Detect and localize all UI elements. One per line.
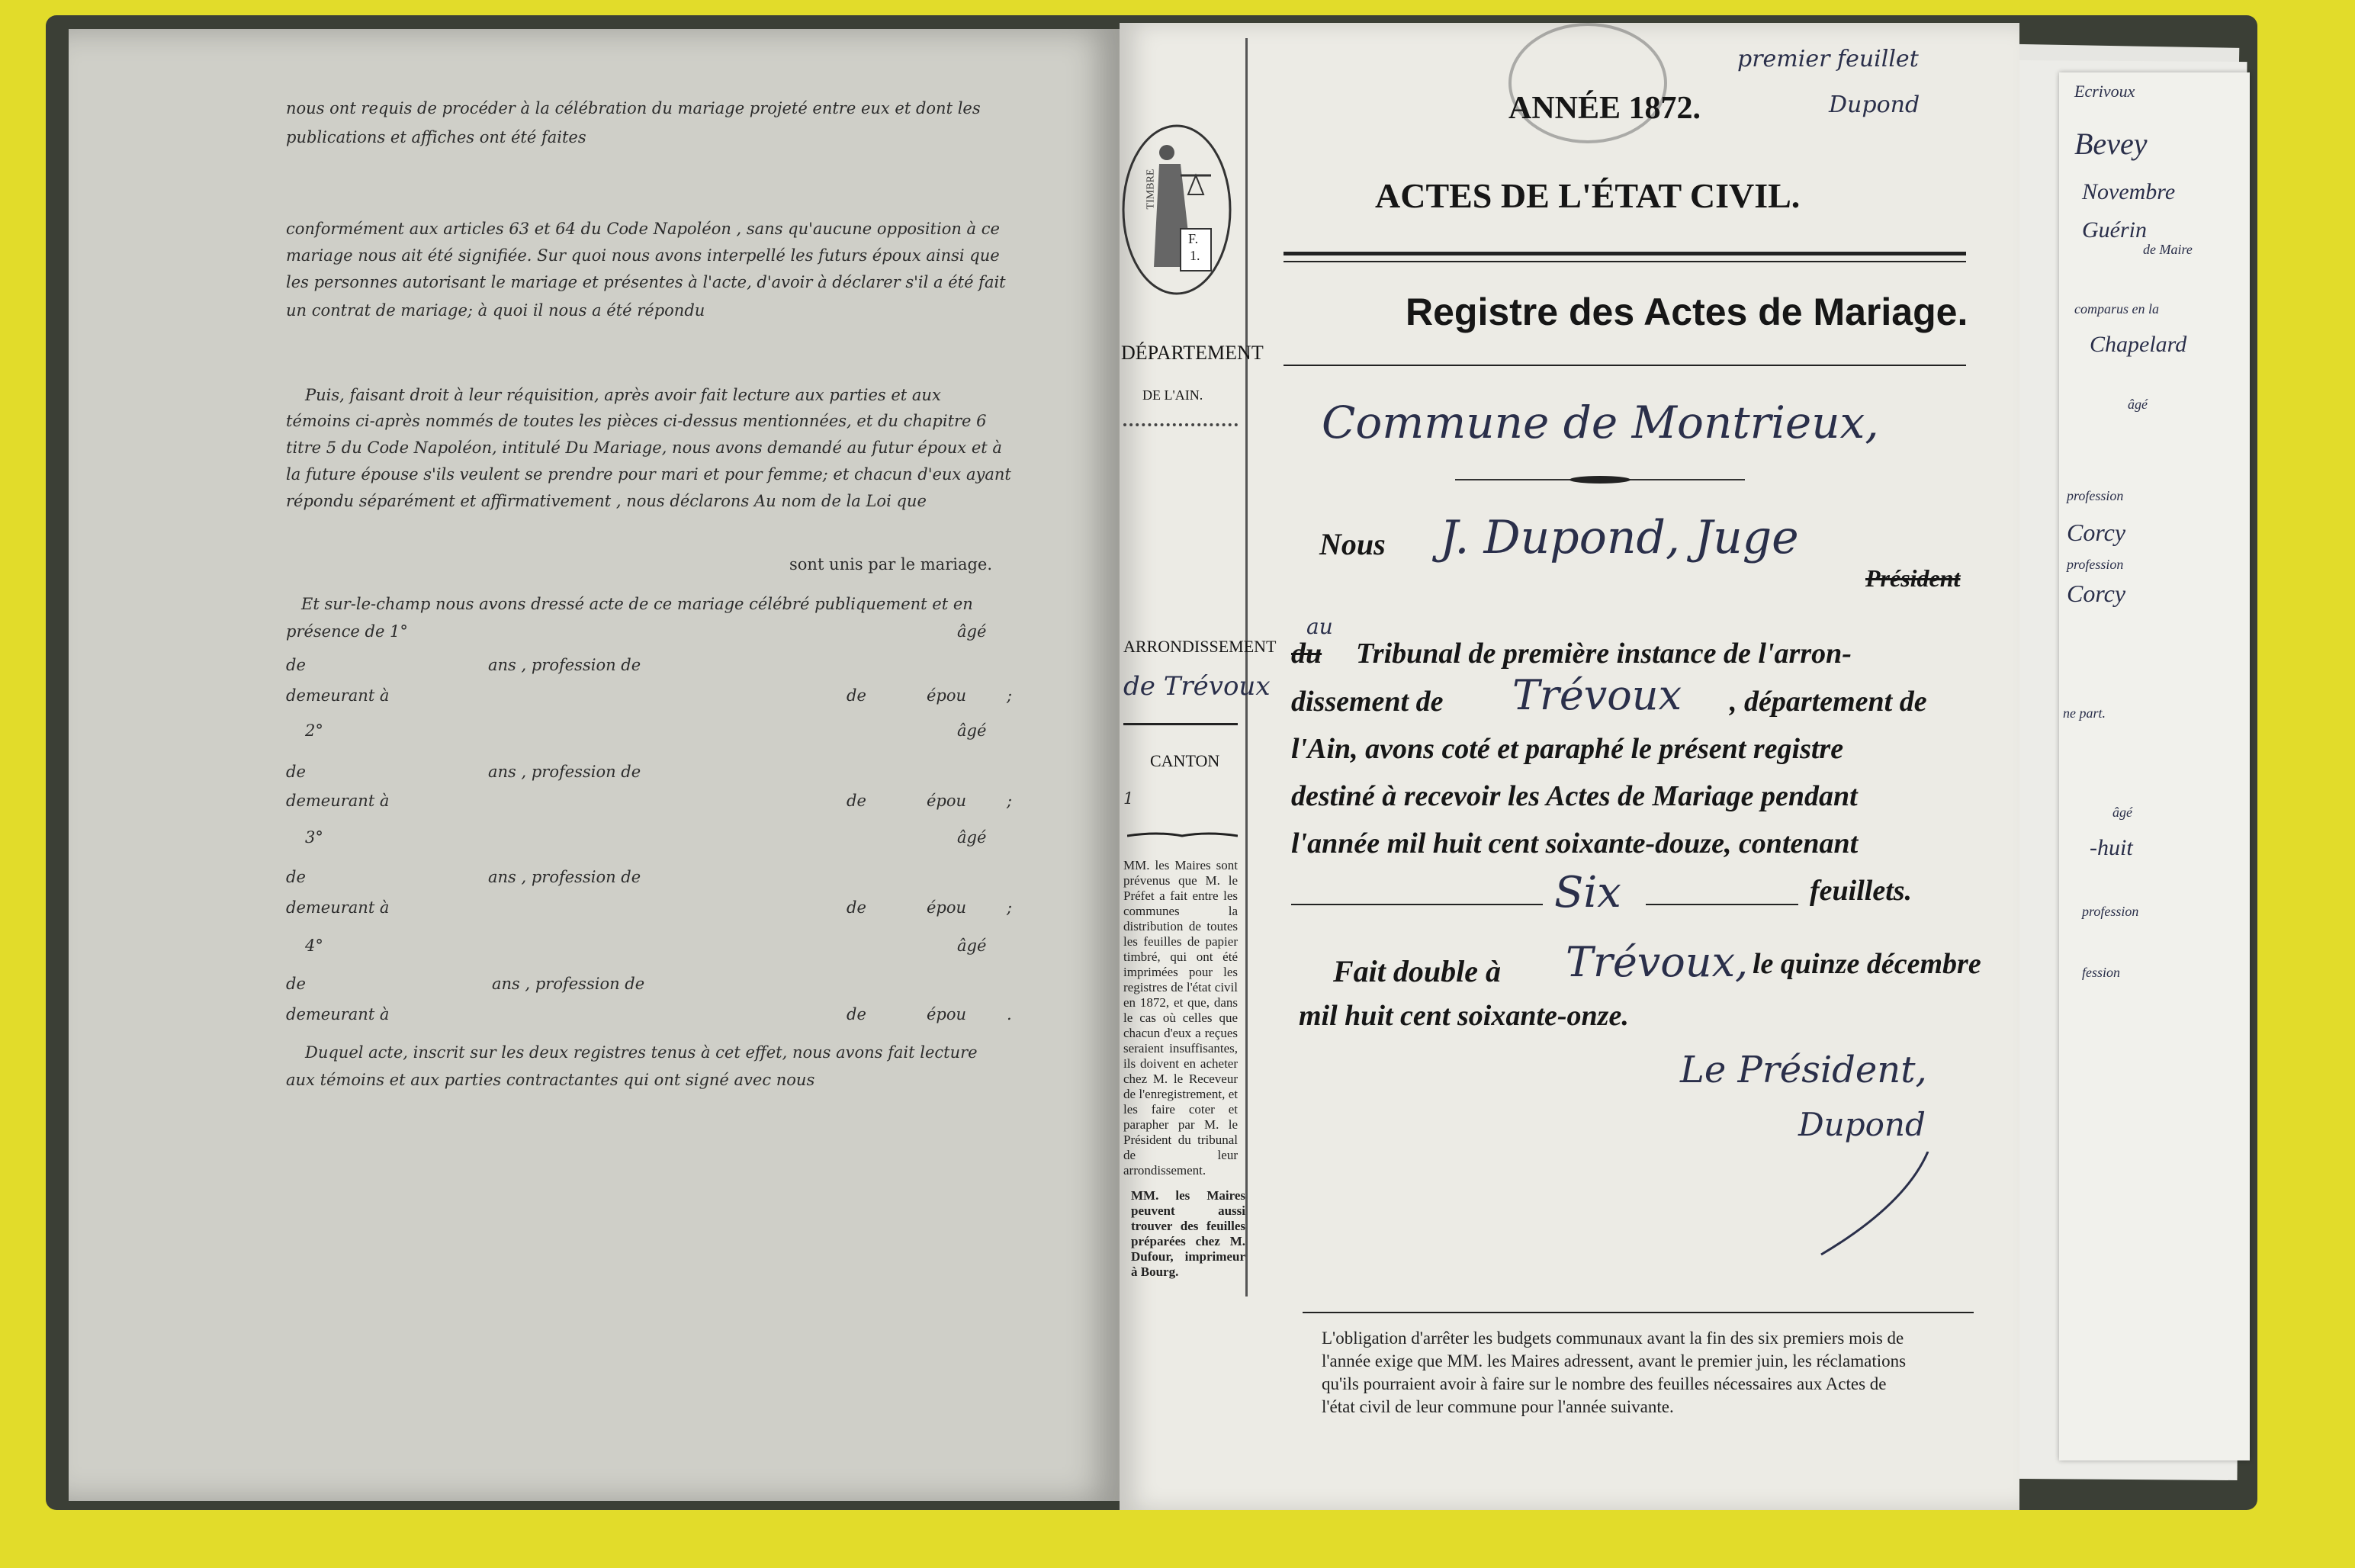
form-label: épou	[927, 792, 967, 810]
form-label: ans , profession de	[488, 868, 641, 886]
form-label: 4°	[305, 937, 323, 955]
form-label: âgé	[957, 828, 987, 847]
left-page	[69, 29, 1121, 1501]
text-line: nous ont requis de procéder à la célébration du mariage projeté entre eux et dont les	[286, 99, 981, 117]
stamp-f: F.	[1188, 231, 1199, 246]
president-struck: Président	[1865, 564, 1961, 592]
back-note: -huit	[2090, 835, 2133, 860]
form-label: demeurant à	[286, 898, 390, 917]
stamp-label: TIMBRE	[1145, 169, 1157, 210]
divider	[1284, 365, 1966, 366]
form-label: ans , profession de	[488, 763, 641, 781]
registre-title: Registre des Actes de Mariage.	[1406, 291, 1968, 333]
form-label: âgé	[957, 937, 987, 955]
back-note: âgé	[2128, 397, 2148, 412]
form-label: ans , profession de	[488, 656, 641, 674]
nous-handwriting: J. Dupond, Juge	[1440, 511, 1799, 564]
text-line: Puis, faisant droit à leur réquisition, après avoir fait lecture aux parties et aux	[305, 386, 941, 404]
back-note: ne part.	[2063, 705, 2106, 721]
divider	[1123, 423, 1238, 426]
year-heading: ANNÉE 1872.	[1508, 91, 1701, 126]
divider	[1303, 1312, 1974, 1313]
text-line: publications et affiches ont été faites	[286, 128, 586, 146]
fill-line	[1646, 904, 1798, 905]
footer-line: l'année exige que MM. les Maires adressent, avant le premier juin, les réclamations	[1322, 1351, 1907, 1370]
back-note: Guérin	[2082, 217, 2147, 243]
form-label: demeurant à	[286, 1005, 390, 1023]
sidebar-divider	[1245, 38, 1248, 1296]
actes-heading: ACTES DE L'ÉTAT CIVIL.	[1375, 176, 1801, 215]
form-label: épou	[927, 1005, 967, 1023]
form-label: de	[847, 792, 866, 810]
back-note: Novembre	[2082, 179, 2176, 204]
nous-label: Nous	[1319, 527, 1386, 561]
ornament	[1127, 824, 1238, 842]
text-line: le quinze décembre	[1753, 948, 1981, 980]
text-line: sont unis par le mariage.	[789, 555, 993, 574]
footer-line: l'état civil de leur commune pour l'année suivante.	[1322, 1397, 1674, 1416]
form-label: de	[286, 656, 306, 674]
text-line: Fait double à	[1333, 954, 1502, 988]
form-label: demeurant à	[286, 686, 390, 705]
footer-line: qu'ils pourraient avoir à faire sur le nombre des feuilles nécessaires aux Actes de	[1322, 1374, 1887, 1393]
text-line: aux témoins et aux parties contractantes qui ont signé avec nous	[286, 1071, 815, 1089]
text-line: la future épouse s'ils veulent se prendre pour mari et pour femme; et chacun d'eux ayant	[286, 465, 1011, 484]
back-note: de Maire	[2143, 242, 2193, 257]
form-label: de	[286, 763, 306, 781]
sidebar-departement: DÉPARTEMENT	[1121, 342, 1264, 364]
text-line: répondu séparément et affirmativement , nous déclarons Au nom de la Loi que	[286, 492, 927, 510]
back-note: fession	[2082, 965, 2121, 980]
back-note: comparus en la	[2074, 301, 2159, 316]
sidebar-de-lain: DE L'AIN.	[1142, 387, 1203, 403]
au-handwriting: au	[1306, 614, 1333, 639]
form-label: .	[1007, 1005, 1012, 1023]
trevoux-handwriting: Trévoux	[1512, 671, 1682, 719]
text-line: Et sur-le-champ nous avons dressé acte de ce mariage célébré publiquement et en	[301, 595, 973, 613]
divider	[1123, 723, 1238, 725]
sidebar-canton: CANTON	[1150, 751, 1220, 770]
form-label: ans , profession de	[492, 975, 645, 993]
text-line: Duquel acte, inscrit sur les deux registres tenus à cet effet, nous avons fait lecture	[305, 1043, 978, 1062]
ornament	[1455, 473, 1745, 482]
back-note: Corcy	[2067, 580, 2126, 607]
text-line: l'année mil huit cent soixante-douze, contenant	[1291, 827, 1859, 860]
back-note: profession	[2067, 557, 2124, 572]
text-line: témoins ci-après nommés de toutes les pièces ci-dessus mentionnées, et du chapitre 6	[286, 412, 987, 430]
text-line: destiné à recevoir les Actes de Mariage pendant	[1291, 780, 1858, 812]
sidebar-arr-handwriting: de Trévoux	[1123, 671, 1271, 702]
divider	[1284, 261, 1966, 262]
form-label: présence de 1°	[286, 622, 408, 641]
text-line: un contrat de mariage; à quoi il nous a été répondu	[286, 301, 705, 320]
form-label: épou	[927, 898, 967, 917]
back-note: profession	[2067, 488, 2124, 503]
form-label: de	[847, 898, 866, 917]
form-label: ;	[1007, 686, 1013, 705]
form-label: de	[847, 1005, 866, 1023]
trevoux-handwriting: Trévoux,	[1566, 938, 1749, 986]
signature: Dupond	[1798, 1106, 1926, 1143]
form-label: ;	[1007, 898, 1013, 917]
text-line: l'Ain, avons coté et paraphé le présent registre	[1291, 733, 1844, 765]
text-line: dissement de	[1291, 686, 1444, 718]
text-line: , département de	[1730, 686, 1927, 718]
top-note: premier feuillet	[1737, 46, 1919, 72]
commune-handwriting: Commune de Montrieux,	[1322, 397, 1879, 448]
text-line: titre 5 du Code Napoléon, intitulé Du Mariage, nous avons demandé au futur époux et à	[286, 439, 1002, 457]
form-label: de	[286, 975, 306, 993]
form-label: de	[847, 686, 866, 705]
form-label: ;	[1007, 792, 1013, 810]
form-label: âgé	[957, 622, 987, 641]
back-note: profession	[2082, 904, 2139, 919]
form-label: épou	[927, 686, 967, 705]
footer-notice	[1322, 1327, 1906, 1419]
back-note: âgé	[2112, 805, 2132, 820]
text-line: feuillets.	[1810, 875, 1913, 907]
sidebar-canton-mark: 1	[1123, 789, 1134, 808]
footer-line: L'obligation d'arrêter les budgets communaux avant la fin des six premiers mois de	[1322, 1329, 1904, 1348]
form-label: 3°	[305, 828, 323, 847]
top-signature: Dupond	[1829, 92, 1920, 118]
stamp-1: 1.	[1190, 248, 1200, 263]
right-page	[1120, 23, 2019, 1510]
form-label: demeurant à	[286, 792, 390, 810]
justice-icon	[1120, 122, 1234, 297]
divider	[1284, 252, 1966, 255]
text-line: mariage nous ait été signifiée. Sur quoi nous avons interpellé les futurs époux ainsi que	[286, 246, 1000, 265]
form-label: 2°	[305, 721, 323, 740]
fill-line	[1291, 904, 1543, 905]
form-label: de	[286, 868, 306, 886]
back-note: Chapelard	[2090, 332, 2187, 357]
back-note: Corcy	[2067, 519, 2126, 546]
fiscal-stamp	[1120, 122, 1234, 297]
sidebar-note: MM. les Maires sont prévenus que M. le Préfet a fait entre les communes la distribution de toutes les feuilles de papier timbré, qui ont été imprimées pour les registres de l'état civil en 1872, et que, dans le cas où celles que chacun d'eux a reçues seraient insuffisantes, ils doivent en acheter chez M. le Receveur de l'enregistrement, et les faire coter et parapher par M. le Président du tribunal de leur arrondissement.	[1123, 858, 1238, 1178]
text-line: conformément aux articles 63 et 64 du Code Napoléon , sans qu'aucune opposition à ce	[286, 220, 1000, 238]
sidebar-arrondissement: ARRONDISSEMENT	[1123, 637, 1277, 656]
du-struck: du	[1291, 638, 1322, 670]
six-handwriting: Six	[1554, 868, 1621, 917]
signature-flourish	[1814, 1152, 1936, 1258]
le-president-handwriting: Le Président,	[1680, 1049, 1927, 1091]
back-page	[2059, 72, 2250, 1460]
text-line: les personnes autorisant le mariage et présentes à l'acte, d'avoir à déclarer s'il a été fait	[286, 273, 1006, 291]
back-note: Bevey	[2074, 127, 2148, 161]
text-line: mil huit cent soixante-onze.	[1299, 1000, 1629, 1032]
form-label: âgé	[957, 721, 987, 740]
sidebar-note: MM. les Maires peuvent aussi trouver des feuilles préparées chez M. Dufour, imprimeur à Bourg.	[1131, 1188, 1245, 1279]
text-line: Tribunal de première instance de l'arron-	[1356, 638, 1852, 670]
back-note: Ecrivoux	[2074, 82, 2135, 101]
